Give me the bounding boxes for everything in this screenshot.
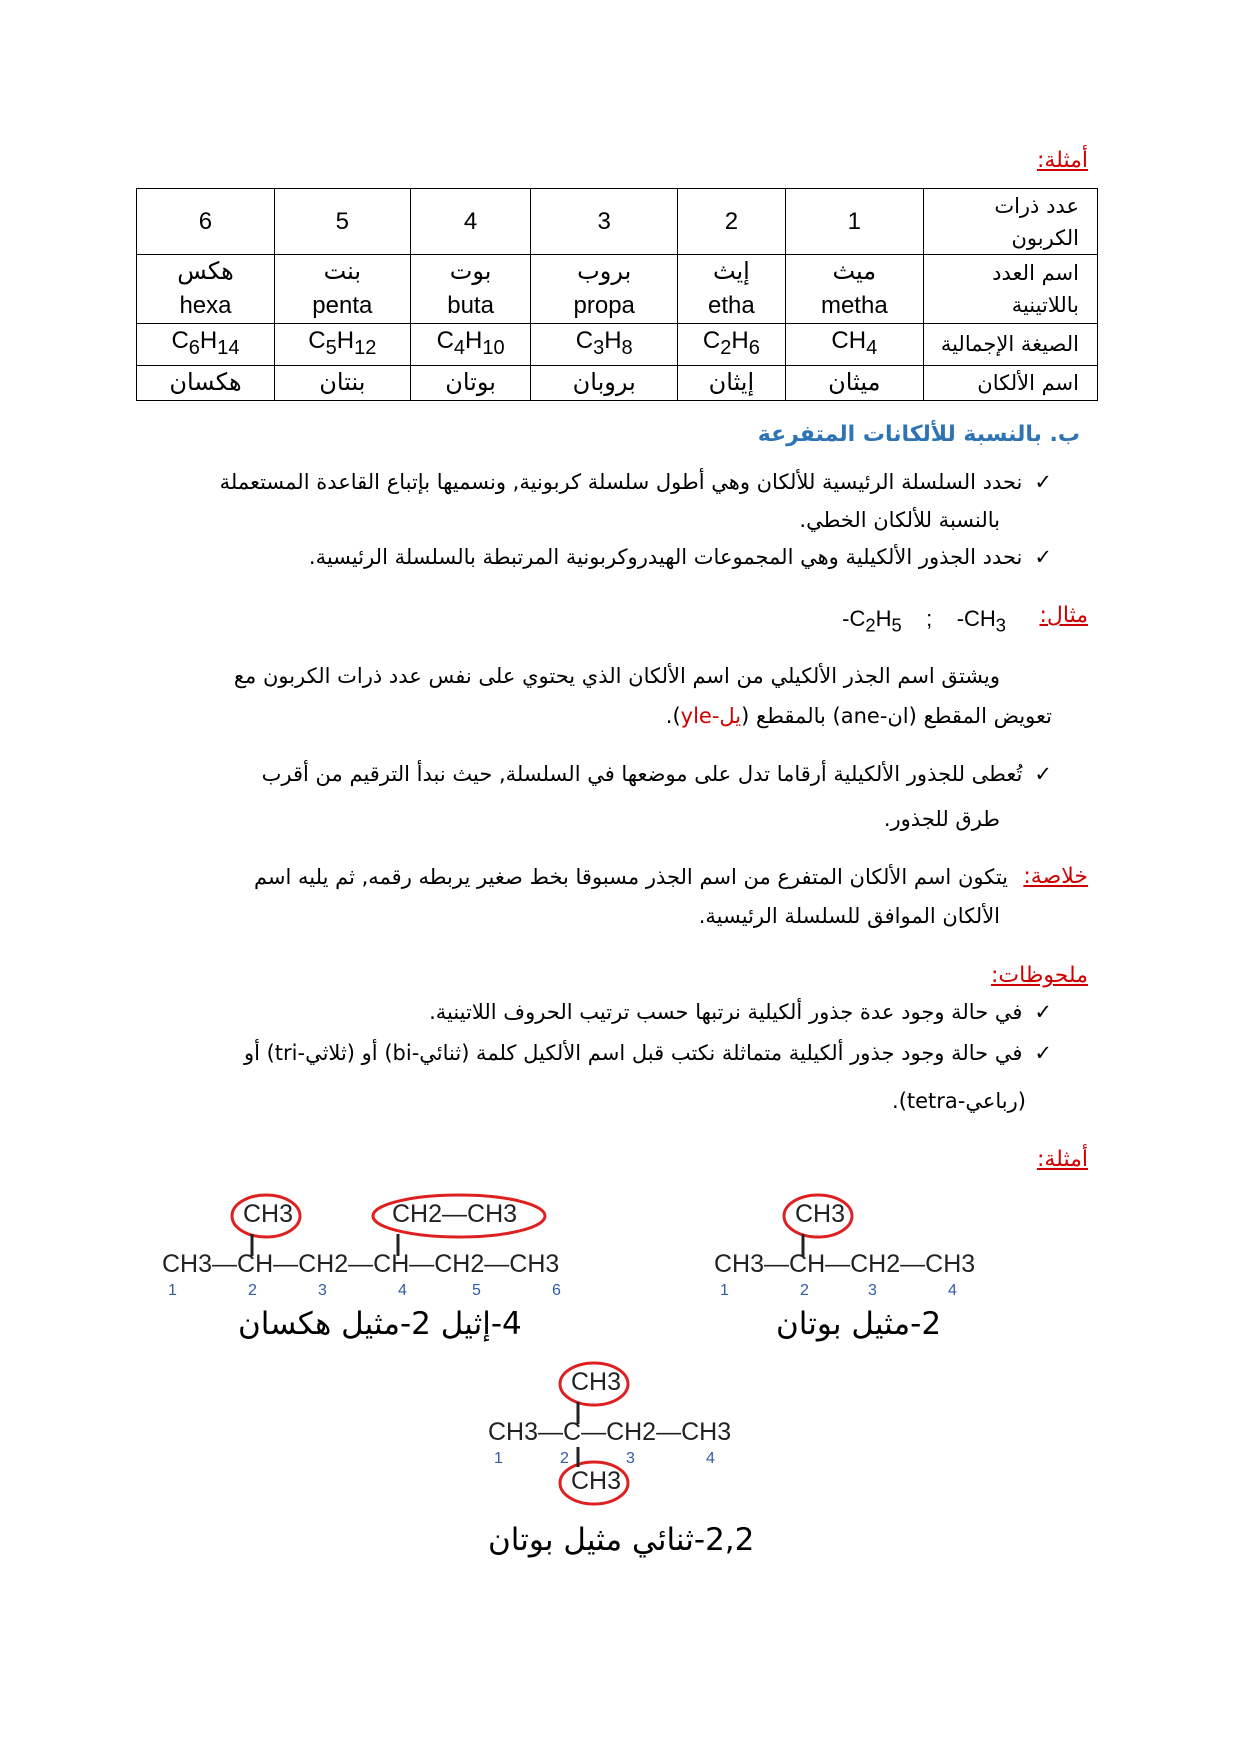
formula-separator: ; [926,606,933,631]
formula-sub: 12 [354,336,377,359]
row-label: اسم الألكان [923,365,1097,400]
formula-part: H [336,327,355,354]
formula-sub: 6 [748,336,760,359]
formula-sub: 3 [593,336,605,359]
check-icon: ✓ [1034,545,1052,569]
carbon-number: 2 [560,1450,569,1467]
formula-part: H [199,327,218,354]
carbon-number: 1 [494,1450,503,1467]
chain-atom: CH3 [488,1418,539,1446]
bullet-numbering-cont: طرق للجذور. [883,807,1000,831]
carbon-number: 4 [948,1282,957,1299]
formula-sub: 2 [865,614,876,636]
summary-line2: الألكان الموافق للسلسلة الرئيسية. [698,904,1000,928]
carbon-number: 1 [168,1282,177,1299]
table-cell: إيثان [677,365,785,400]
cell-latin: etha [708,292,755,319]
carbon-number: 6 [552,1282,561,1299]
examples-heading: أمثلة: [1036,148,1088,173]
cell-latin: propa [573,292,635,319]
bullet-text: تُعطى للجذور الألكيلية أرقاما تدل على موضعها في السلسلة, حيث نبدأ الترقيم من أقرب [261,762,1023,786]
chain-atom: CH [789,1250,826,1278]
formula-part: C [308,327,326,354]
formula-part: H [604,327,622,354]
hexane-branch-methyl [243,1200,293,1229]
chain-atom: C [563,1418,582,1446]
branched-alkanes-heading: ب. بالنسبة للألكانات المتفرعة [757,422,1080,447]
hexane-branch-ethyl [392,1200,517,1229]
formula-part: C [702,327,721,354]
check-icon: ✓ [1034,470,1052,494]
table-cell: 3 [531,189,677,255]
butane-branch-methyl [795,1200,845,1229]
cell-arabic: بروب [577,258,632,285]
formula-sub: 4 [866,336,878,359]
group-label: CH3 [571,1467,622,1495]
chain-atom: CH2 [434,1250,485,1278]
bullet-text: نحدد السلسلة الرئيسية للألكان وهي أطول سلسلة كربونية, ونسميها بإتباع القاعدة المستعملة [219,470,1023,494]
group-label: CH3 [243,1200,294,1228]
dimethyl-main-chain: CH3—C—CH2—CH3 [488,1418,732,1446]
carbon-number: 3 [318,1282,327,1299]
check-icon: ✓ [1034,1000,1052,1024]
dimethyl-branch-bottom [571,1467,621,1496]
cell-arabic: بنت [323,258,362,285]
example-label: مثال: [1039,603,1088,628]
formula-sub: 5 [325,336,337,359]
group-label: CH3 [795,1200,846,1228]
summary-line1: يتكون اسم الألكان المتفرع من اسم الجذر مسبوقا بخط صغير يربطه رقمه, ثم يليه اسم [253,865,1008,889]
formula-part: C [171,327,189,354]
notes-heading: ملحوظات: [991,963,1088,988]
carbon-number: 3 [868,1282,877,1299]
chain-atom: CH2 [606,1418,657,1446]
carbon-number: 2 [800,1282,809,1299]
cell-latin: penta [312,292,373,319]
table-cell: 5 [274,189,410,255]
row-label: اسم العدد باللاتينية [923,255,1097,324]
formula-sub: 4 [453,336,466,359]
carbon-number: 2 [248,1282,257,1299]
hexane-main-chain: CH3—CH—CH2—CH—CH2—CH3 [162,1250,560,1278]
formula-part: H [465,327,483,354]
formula-sub: 10 [482,336,505,359]
carbon-number: 1 [720,1282,729,1299]
table-cell: هكسان [137,365,275,400]
table-cell: بنتان [274,365,410,400]
carbon-number: 5 [472,1282,481,1299]
cell-latin: buta [447,292,494,319]
cell-arabic: هكس [177,258,234,285]
derive-text-line1: ويشتق اسم الجذر الألكيلي من اسم الألكان الذي يحتوي على نفس عدد ذرات الكربون مع [233,664,1000,688]
chain-atom: CH3 [162,1250,213,1278]
chain-atom: CH2 [298,1250,349,1278]
butane-name: 2-مثيل بوتان [776,1306,942,1342]
formula-sub: 8 [621,336,633,359]
derive-text: ). [665,704,681,728]
row-label: الصيغة الإجمالية [923,324,1097,366]
derive-text: تعويض المقطع (ان-ane) بالمقطع ( [741,704,1052,728]
cell-arabic: ميث [832,258,877,285]
formula-part: H [875,606,892,631]
chain-atom: CH3 [681,1418,732,1446]
formula-sub: 6 [188,336,200,359]
chain-atom: CH3 [509,1250,560,1278]
group-label: CH3 [571,1368,622,1396]
formula-sub: 5 [891,614,902,636]
bullet-text: نحدد الجذور الألكيلية وهي المجموعات الهيدروكربونية المرتبطة بالسلسلة الرئيسية. [308,545,1023,569]
formula-sub: 2 [720,336,732,359]
formula-part: -C [842,606,866,631]
cell-latin: hexa [179,292,232,319]
suffix-highlight: يل-yle [680,704,742,728]
header-carbon-count: عدد ذرات الكربون [923,189,1097,255]
carbon-number: 4 [706,1450,715,1467]
check-icon: ✓ [1034,762,1052,786]
formula-sub: 3 [995,614,1006,636]
table-cell: بروبان [531,365,677,400]
formula-part: H [731,327,749,354]
check-icon: ✓ [1034,1041,1052,1065]
chain-atom: CH2 [850,1250,901,1278]
cell-arabic: إيث [712,258,750,285]
table-cell: 2 [677,189,785,255]
formula-part: C [575,327,594,354]
chain-atom: CH3 [925,1250,976,1278]
table-cell: بوتان [410,365,531,400]
note-text: في حالة وجود عدة جذور ألكيلية نرتبها حسب ترتيب الحروف اللاتينية. [429,1000,1023,1024]
bullet-main-chain-cont: بالنسبة للألكان الخطي. [799,508,1000,532]
formula-part: -CH [956,606,996,631]
table-cell: ميثان [785,365,923,400]
cell-arabic: بوت [449,258,492,285]
chain-atom: CH [237,1250,274,1278]
carbon-number: 4 [398,1282,407,1299]
group-label: CH2—CH3 [392,1200,518,1228]
butane-main-chain: CH3—CH—CH2—CH3 [714,1250,976,1278]
summary-label: خلاصة: [1023,864,1088,889]
formula-part: CH [831,327,867,354]
note-prefixes-cont: (رباعي-tetra). [892,1089,1026,1113]
cell-latin: metha [820,292,888,319]
formula-sub: 14 [217,336,240,359]
note-text: في حالة وجود جذور ألكيلية متماثلة نكتب قبل اسم الألكيل كلمة (ثنائي-bi) أو (ثلاثي-tri) أو [243,1041,1023,1065]
dimethylbutane-name: 2,2-ثنائي مثيل بوتان [488,1522,755,1558]
carbon-number: 3 [626,1450,635,1467]
examples2-heading: أمثلة: [1036,1147,1088,1172]
table-cell: 4 [410,189,531,255]
table-cell: 1 [785,189,923,255]
hexane-name: 4-إثيل 2-مثيل هكسان [238,1306,522,1342]
table-cell: 6 [137,189,275,255]
dimethyl-branch-top [571,1368,621,1397]
chain-atom: CH3 [714,1250,765,1278]
formula-part: C [436,327,454,354]
chain-atom: CH [373,1250,410,1278]
